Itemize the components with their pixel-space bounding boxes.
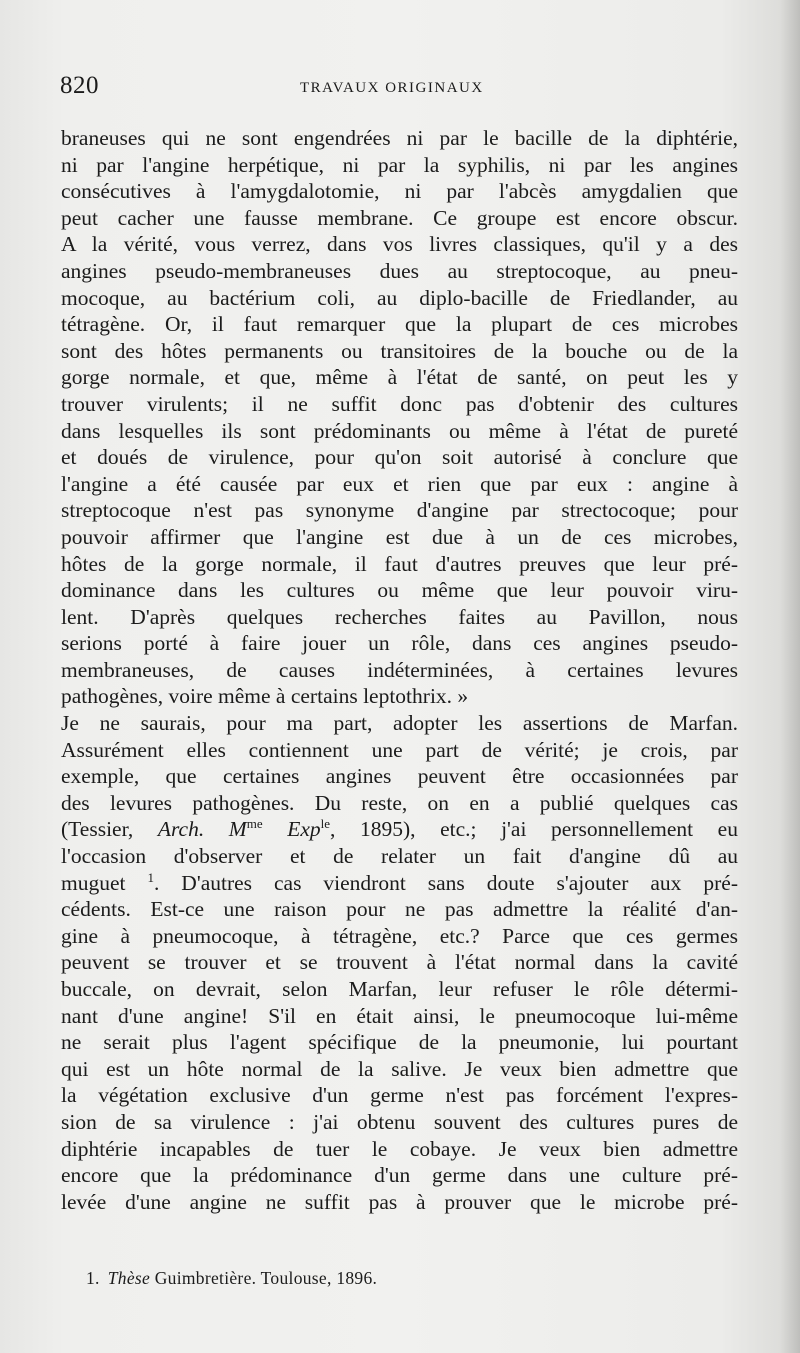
text-line: gorge normale, et que, même à l'état de santé, on peut les y [61,365,738,390]
text-line: dominance dans les cultures ou même que leur pouvoir viru- [61,578,738,603]
text-line-footnote-ref: muguet $^1$. D'autres cas viendront sans doute s'ajouter aux pré- [61,869,738,895]
text-line: serions porté à faire jouer un rôle, dans ces angines pseudo- [61,631,738,656]
text-line: trouver virulents; il ne suffit donc pas d'obtenir des cultures [61,391,738,416]
text-line: membraneuses, de causes indéterminées, à certaines levures [61,657,738,682]
footnote-number: 1. [86,1268,100,1288]
text-line: lent. D'après quelques recherches faites au Pavillon, nous [61,604,738,629]
text-line: buccale, on devrait, selon Marfan, leur refuser le rôle détermi- [61,977,738,1001]
text-line: cédents. Est-ce une raison pour ne pas admettre la réalité d'an- [61,897,738,922]
text-line: dans lesquelles ils sont prédominants ou même à l'état de pureté [61,418,738,443]
text-line: exemple, que certaines angines peuvent être occasionnées par [61,764,738,789]
running-head: TRAVAUX ORIGINAUX [300,80,484,96]
text-line: A la vérité, vous verrez, dans vos livres classiques, qu'il y a des [61,232,738,257]
text-line: consécutives à l'amygdalotomie, ni par l'abcès amygdalien que [61,179,738,204]
footnote [86,1268,377,1289]
text-line: streptocoque n'est pas synonyme d'angine par strectocoque; pour [61,498,738,523]
text-line: gine à pneumocoque, à tétragène, etc.? Parce que ces germes [61,923,738,948]
text-line: Je ne saurais, pour ma part, adopter les assertions de Marfan. [61,711,738,736]
text-line: nant d'une angine! S'il en était ainsi, le pneumocoque lui-même [61,1003,738,1028]
text-line: des levures pathogènes. Du reste, on en a publié quelques cas [61,790,738,815]
text-line: diphtérie incapables de tuer le cobaye. Je veux bien admettre [61,1136,738,1161]
text-line: angines pseudo-membraneuses dues au streptocoque, au pneu- [61,258,738,283]
text-line: l'occasion d'observer et de relater un fait d'angine dû au [61,844,738,869]
footnote-title: Thèse [107,1268,151,1288]
text-line: levée d'une angine ne suffit pas à prouver que le microbe pré- [61,1189,738,1214]
text-line: mocoque, au bactérium coli, au diplo-bacille de Friedlander, au [61,285,738,310]
text-line: peut cacher une fausse membrane. Ce groupe est encore obscur. [61,205,738,230]
text-line-citation: (Tessier, Arch. $M^{me}$ Exp$^{le}$, 1895), etc.; j'ai personnellement eu [61,816,738,842]
text-line: encore que la prédominance d'un germe dans une culture pré- [61,1163,738,1188]
body-text [61,125,738,1215]
footnote-text: Guimbretière. Toulouse, 1896. [150,1268,378,1288]
page-number: 820 [60,72,99,99]
text-line: sion de sa virulence : j'ai obtenu souvent des cultures pures de [61,1109,738,1134]
text-line: Assurément elles contiennent une part de vérité; je crois, par [61,737,738,762]
text-line: pathogènes, voire même à certains leptothrix. » [61,684,469,709]
text-line: peuvent se trouver et se trouvent à l'état normal dans la cavité [61,950,738,975]
page-header [60,72,760,108]
text-line: ni par l'angine herpétique, ni par la syphilis, ni par les angines [61,152,738,177]
text-line: qui est un hôte normal de la salive. Je veux bien admettre que [61,1056,738,1081]
footnote-reference: 1 [147,869,154,885]
text-line: et doués de virulence, pour qu'on soit autorisé à conclure que [61,445,738,470]
text-line: la végétation exclusive d'un germe n'est pas forcément l'expres- [61,1083,738,1108]
text-line: braneuses qui ne sont engendrées ni par le bacille de la diphtérie, [61,126,738,150]
text-line: tétragène. Or, il faut remarquer que la plupart de ces microbes [61,312,738,337]
text-line: sont des hôtes permanents ou transitoires de la bouche ou de la [61,338,738,363]
text-line: pouvoir affirmer que l'angine est due à un de ces microbes, [61,524,738,549]
text-line: hôtes de la gorge normale, il faut d'autres preuves que leur pré- [61,551,738,576]
text-line: ne serait plus l'agent spécifique de la pneumonie, lui pourtant [61,1030,738,1055]
text-line: l'angine a été causée par eux et rien que par eux : angine à [61,471,738,496]
